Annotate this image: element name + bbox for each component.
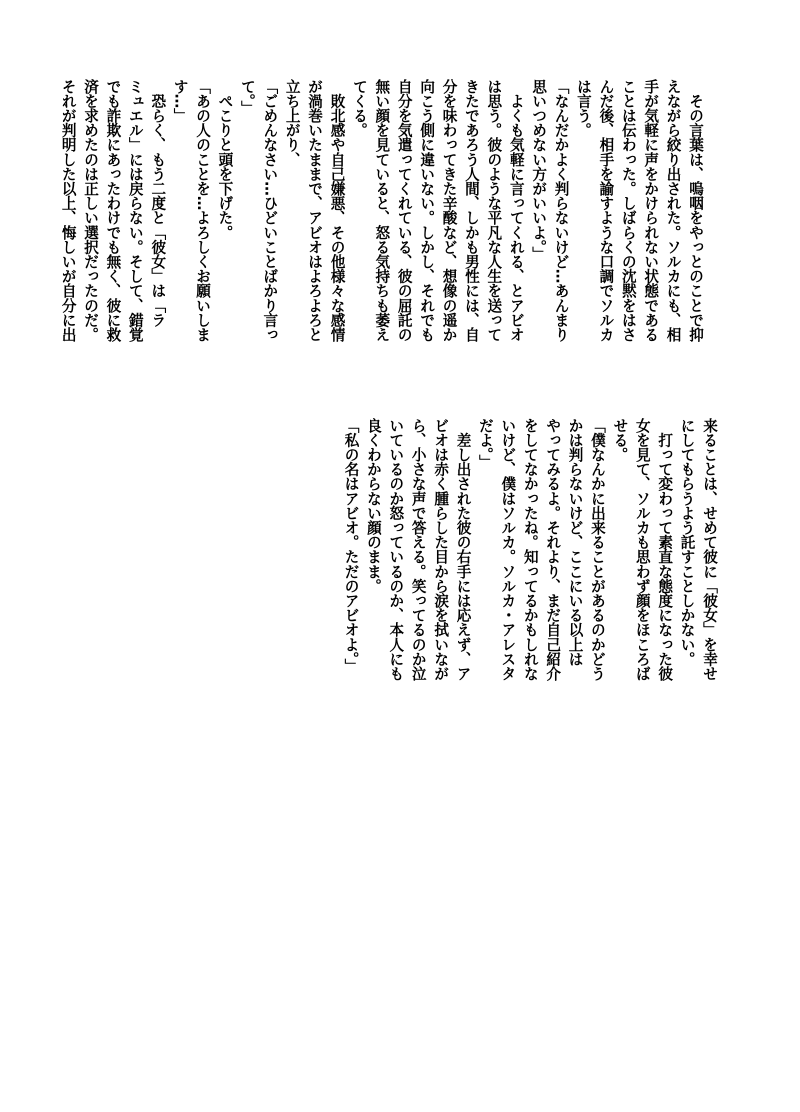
text-line: 「あの人のことを…よろしくお願いしま [194, 79, 212, 342]
text-line: 打って変わって素直な態度になった彼 [656, 418, 674, 681]
text-line: 立ち上がり、 [283, 79, 301, 167]
text-line: 済を求めたのは正しい選択だったのだ。 [82, 79, 100, 342]
text-line: えながら絞り出された。ソルカにも、相 [664, 79, 682, 342]
text-line: その言葉は、嗚咽をやっとのことで抑 [687, 79, 704, 342]
text-line: だよ。」 [476, 418, 494, 470]
text-line: をしてなかったね。知ってるかもしれな [521, 418, 539, 681]
text-line: 来ることは、せめて彼に「彼女」を幸せ [701, 418, 718, 681]
text-line: 差し出された彼の右手には応えず、ア [454, 418, 472, 681]
text-line: 敗北感や自己嫌悪、その他様々な感情 [328, 79, 346, 342]
text-line: が渦巻いたままで、アビオはよろよろと [306, 79, 324, 342]
text-line: んだ後、相手を諭すような口調でソルカ [597, 79, 615, 342]
text-line: にしてもらうよう託すことしかない。 [678, 418, 696, 667]
text-line: 女を見て、ソルカも思わず顔をほころば [633, 418, 651, 681]
text-line: ことは伝わった。しばらくの沈黙をはさ [619, 79, 637, 342]
text-line: でも詐欺にあったわけでも無く、彼に救 [104, 79, 122, 342]
text-line: 良くわからない顔のまま。 [364, 418, 382, 594]
text-line: かは判らないけど、ここにいる以上は [566, 418, 584, 667]
text-line: は思う。彼のような平凡な人生を送って [485, 79, 503, 342]
text-block-lower [339, 418, 720, 718]
text-line: 自分を気遣ってくれている、彼の屈託の [395, 79, 413, 342]
text-line: ビオは赤く腫らした目から涙を拭いなが [432, 418, 450, 681]
text-line: ら、小さな声で答える。笑ってるのか泣 [409, 418, 427, 681]
text-line: 「ごめんなさい…ひどいことばかり言っ [261, 79, 279, 342]
text-line: は言う。 [574, 79, 592, 138]
text-line: 無い顔を見ていると、怒る気持ちも萎え [373, 79, 391, 342]
text-block-upper [56, 79, 706, 379]
text-line: それが判明した以上、悔しいが自分に出 [59, 79, 77, 342]
text-line: ぺこりと頭を下げた。 [216, 79, 234, 240]
text-line: 分を味わってきた辛酸など、想像の遥か [440, 79, 458, 342]
text-line: 「僕なんかに出来ることがあるのかどう [588, 418, 606, 681]
text-line: よくも気軽に言ってくれる、とアビオ [507, 79, 525, 342]
text-line: やってみるよ。それより、まだ自己紹介 [544, 418, 562, 681]
text-line: 恐らく、もう二度と「彼女」は「ラ [149, 79, 167, 328]
text-line: いているのか怒っているのか、本人にも [387, 418, 405, 681]
text-line: てくる。 [350, 79, 368, 138]
text-line: 手が気軽に声をかけられない状態である [642, 79, 660, 342]
text-line: 思いつめない方がいいよ。」 [530, 79, 548, 262]
text-line: す…」 [171, 79, 189, 123]
text-line: 向こう側に違いない。しかし、それでも [418, 79, 436, 342]
text-line: せる。 [611, 418, 629, 462]
text-line: いけど、僕はソルカ。ソルカ・アレスタ [499, 418, 517, 681]
text-line: 「なんだかよく判らないけど…あんまり [552, 79, 570, 342]
text-line: きたであろう人間、しかも男性には、自 [462, 79, 480, 342]
text-line: て。」 [238, 79, 256, 116]
text-line: ミュエル」には戻らない。そして、錯覚 [126, 79, 144, 342]
text-line: 「私の名はアビオ。ただのアビオよ。」 [342, 418, 360, 674]
